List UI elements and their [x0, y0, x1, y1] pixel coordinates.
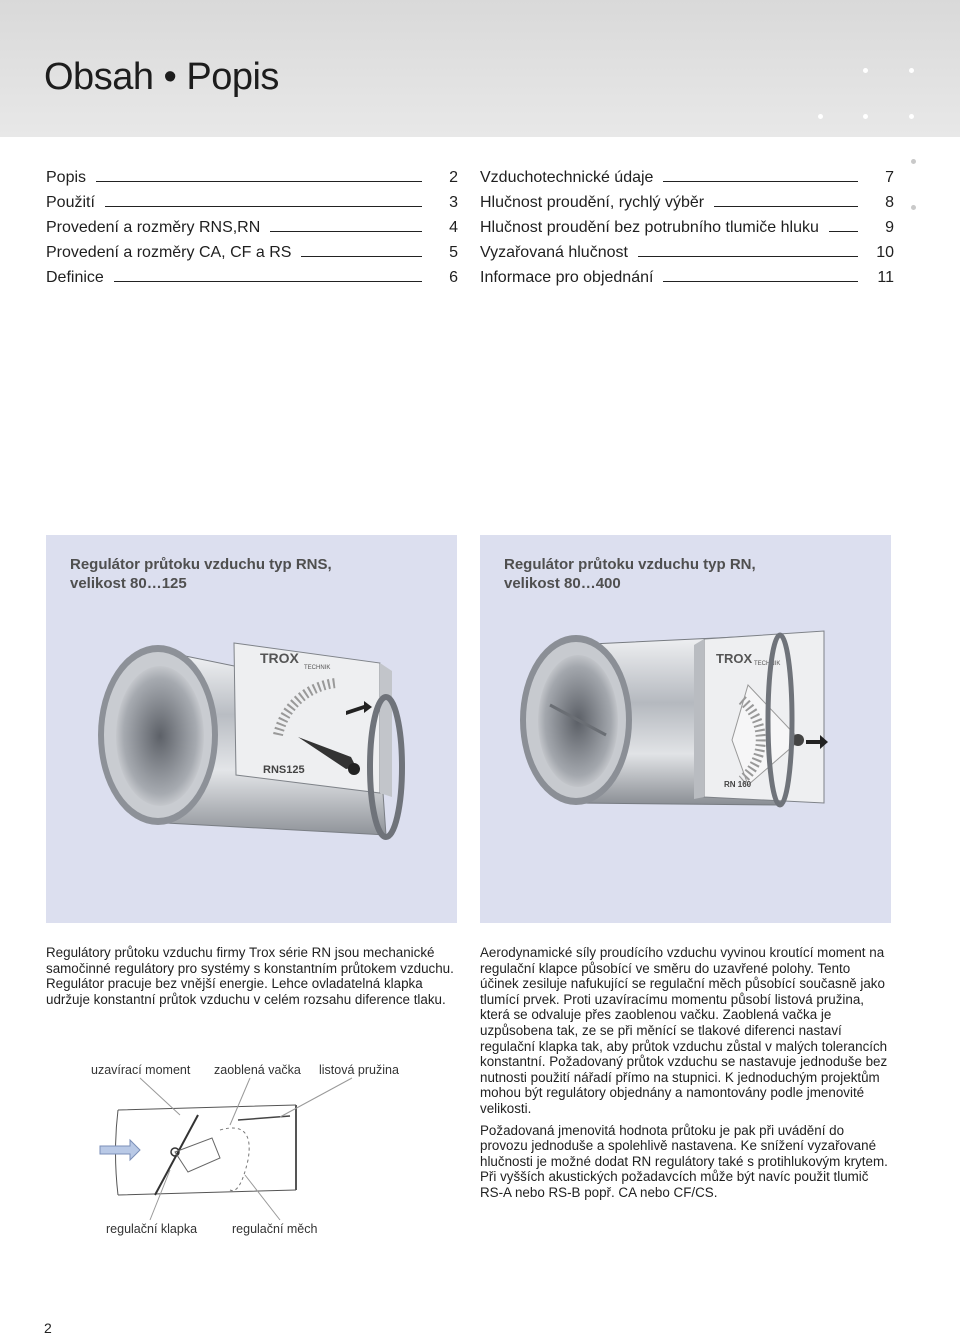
toc-entry[interactable] [480, 187, 894, 212]
panel-title-line: velikost 80…125 [70, 575, 187, 592]
toc-entry[interactable] [46, 262, 458, 287]
model-label: RNS125 [263, 764, 305, 776]
toc-page-number: 3 [449, 194, 458, 211]
decor-dot [911, 159, 916, 164]
toc-label: Hlučnost proudění bez potrubního tlumiče hluku [480, 219, 819, 236]
decor-dot [909, 114, 914, 119]
decor-dot [909, 68, 914, 73]
description-paragraph: Regulátory průtoku vzduchu firmy Trox série RN jsou mechanické samočinné regulátory pro systémy s konstantním průtokem vzduchu. Regulátor pracuje bez vnější energie. Lehce ovladatelná klapka udržuje konstantní průtok vzduchu v celém rozsahu diference tlaku. [46, 945, 454, 1007]
toc-entry[interactable] [480, 237, 894, 262]
toc-label: Vzduchotechnické údaje [480, 169, 654, 186]
toc-page-number: 7 [885, 169, 894, 186]
decor-dot [863, 68, 868, 73]
brand-label: TROX [716, 651, 753, 666]
toc-leader-line [270, 231, 422, 232]
rns-regulator-illustration [46, 535, 457, 923]
brand-sub-label: TECHNIK [754, 661, 781, 667]
toc-label: Použití [46, 194, 95, 211]
toc-leader-line [638, 256, 858, 257]
toc-leader-line [96, 181, 422, 182]
toc-leader-line [714, 206, 858, 207]
decor-dot [818, 114, 823, 119]
toc-page-number: 11 [877, 269, 894, 286]
brand-label: TROX [260, 650, 299, 666]
toc-leader-line [301, 256, 422, 257]
diagram-label-closing-moment: uzavírací moment [91, 1063, 191, 1077]
toc-entry[interactable] [480, 212, 894, 237]
toc-entry[interactable] [46, 187, 458, 212]
toc-page-number: 8 [885, 194, 894, 211]
toc-page-number: 4 [449, 219, 458, 236]
diagram-label-leaf-spring: listová pružina [319, 1063, 399, 1077]
page-title: Obsah • Popis [44, 56, 279, 98]
toc-entry[interactable] [46, 212, 458, 237]
diagram-label-bellows: regulační měch [232, 1222, 318, 1236]
toc-label: Hlučnost proudění, rychlý výběr [480, 194, 705, 211]
diagram-label-damper: regulační klapka [106, 1222, 198, 1236]
toc-entry[interactable] [46, 162, 458, 187]
toc-leader-line [114, 281, 422, 282]
toc-label: Vyzařovaná hlučnost [480, 244, 628, 261]
toc-page-number: 6 [449, 269, 458, 286]
toc-label: Popis [46, 169, 87, 186]
toc-label: Informace pro objednání [480, 269, 654, 286]
toc-page-number: 9 [885, 219, 894, 236]
rn-regulator-illustration [480, 535, 891, 923]
toc-label: Definice [46, 269, 104, 286]
toc-leader-line [829, 231, 858, 232]
toc-page-number: 10 [876, 244, 894, 261]
description-left-column [46, 945, 461, 1013]
toc-label: Provedení a rozměry CA, CF a RS [46, 244, 292, 261]
toc-label: Provedení a rozměry RNS,RN [46, 219, 261, 236]
diagram-drawing [80, 1060, 440, 1245]
page-number: 2 [44, 1320, 52, 1336]
toc-entry[interactable] [480, 262, 894, 287]
panel-title-line: Regulátor průtoku vzduchu typ RNS, [70, 556, 332, 573]
model-label: RN 160 [724, 780, 752, 789]
description-right-column [480, 945, 890, 1207]
function-diagram [80, 1060, 440, 1245]
toc-page-number: 5 [449, 244, 458, 261]
decor-dot [911, 205, 916, 210]
toc-page-number: 2 [449, 169, 458, 186]
description-paragraph: Aerodynamické síly proudícího vzduchu vyvinou kroutící moment na regulační klapce působící ve směru do uzavřené polohy. Tento účinek zesiluje nafukující se regulační měch působící současně jako tlumící prvek. Proti uzavíracímu momentu působí listová pružina, která se odvaluje přes zaoblenou vačku. Zaoblená vačka je uzpůsobena tak, ze se při měnící se tlakové diferenci nastaví regulační klapka tak, aby průtok vzduchu zůstal v malých tolerancích konstantní. Požadovaný průtok vzduchu se nastavuje jednoduše bez nutnosti použití nářadí přímo na stupnici. K jednoduchým projektům mohou být regulátory objednány a namontovány podle jmenovité velikosti. [480, 945, 888, 1116]
decor-dot [863, 114, 868, 119]
toc-left-column [46, 162, 458, 287]
toc-entry[interactable] [46, 237, 458, 262]
product-panel-rn [480, 535, 891, 923]
toc-leader-line [105, 206, 422, 207]
toc-entry[interactable] [480, 162, 894, 187]
toc-leader-line [663, 181, 858, 182]
diagram-label-cam: zaoblená vačka [214, 1063, 301, 1077]
toc-leader-line [663, 281, 858, 282]
header-bar [0, 0, 960, 137]
product-panel-rns [46, 535, 457, 923]
panel-title-line: velikost 80…400 [504, 575, 621, 592]
brand-sub-label: TECHNIK [304, 665, 331, 671]
toc-right-column [480, 162, 894, 287]
description-paragraph: Požadovaná jmenovitá hodnota průtoku je pak při uvádění do provozu jednoduše a spolehlivě nastavena. Ke snížení vyzařované hlučnosti je možné dodat RN regulátory také s protihlukovým krytem. Při vyšších akustických požadavcích může být navíc použit tlumič RS-A nebo RS-B popř. CA nebo CF/CS. [480, 1122, 888, 1200]
panel-title-line: Regulátor průtoku vzduchu typ RN, [504, 556, 756, 573]
